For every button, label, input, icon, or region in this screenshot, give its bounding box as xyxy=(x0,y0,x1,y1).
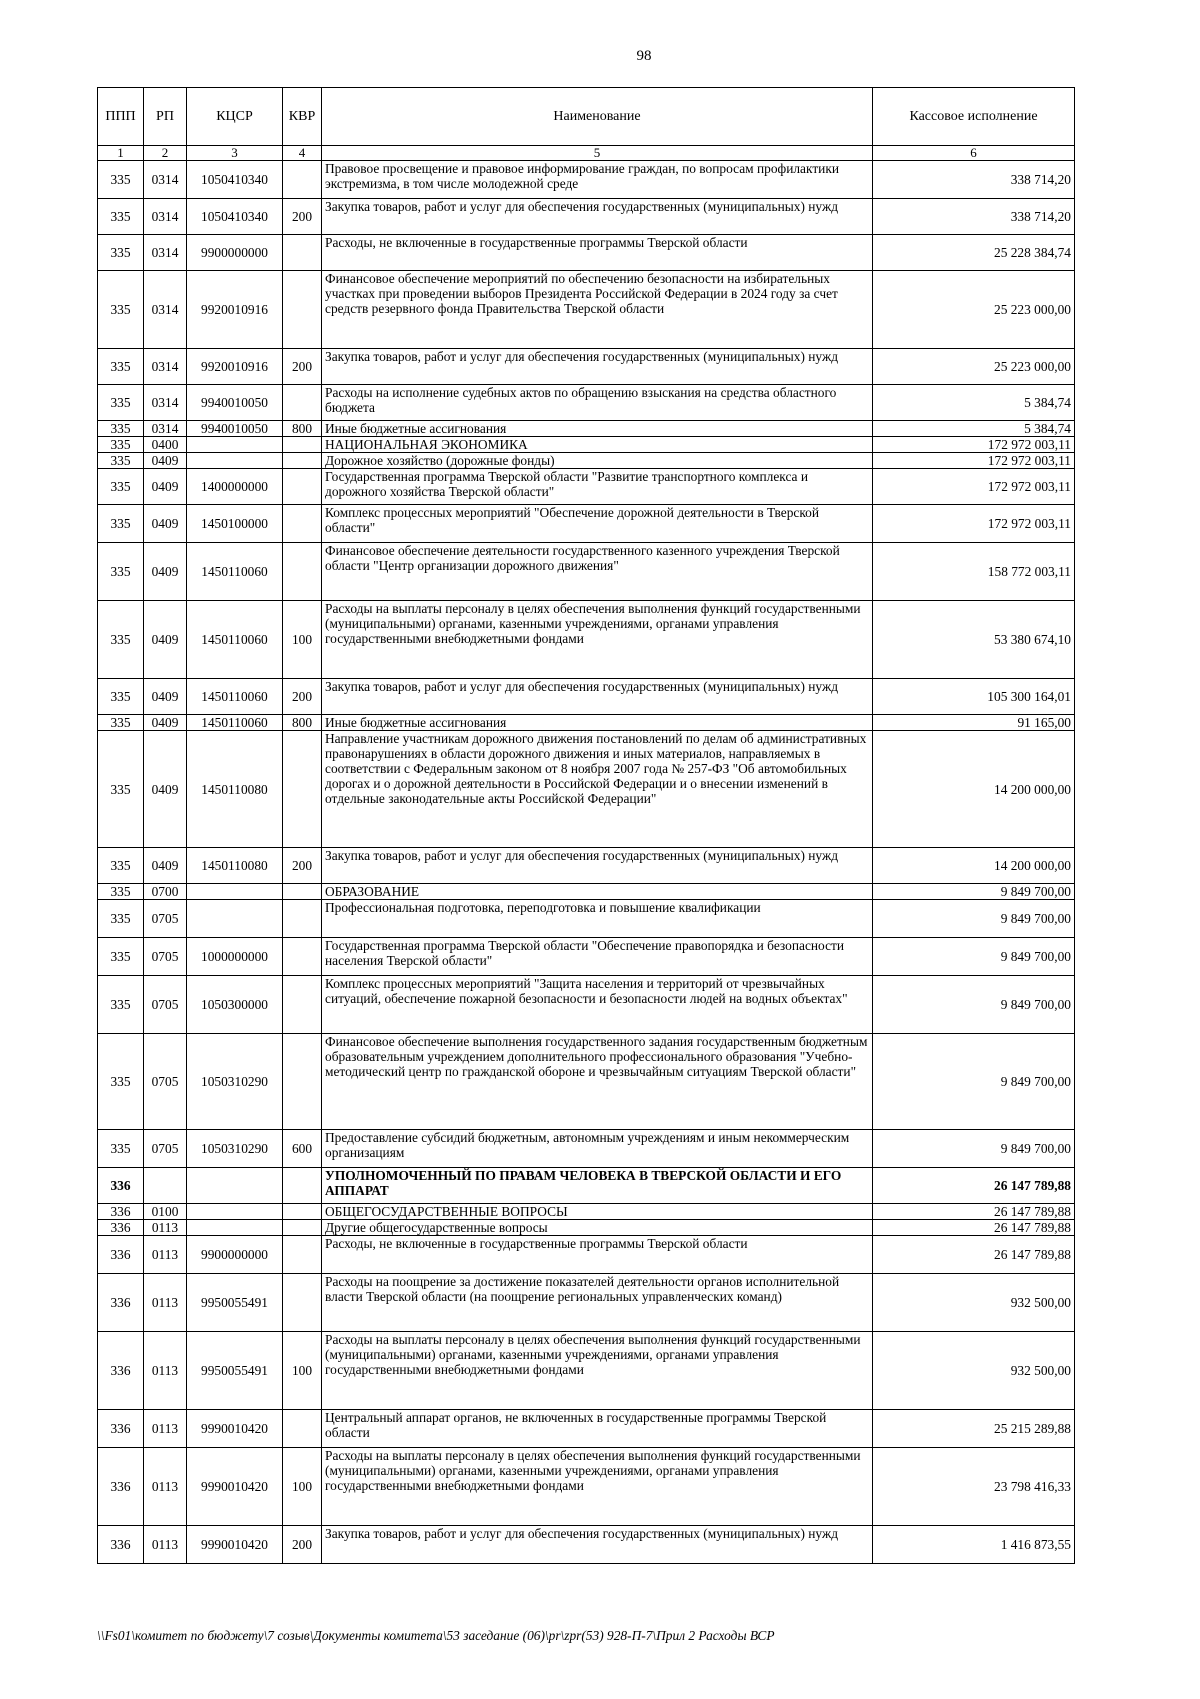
cell-name: Государственная программа Тверской области "Обеспечение правопорядка и безопасности населения Тверской области" xyxy=(322,938,873,976)
cell-kvr: 100 xyxy=(283,601,322,679)
cell-kcsr xyxy=(187,437,283,453)
cell-kcsr xyxy=(187,1168,283,1204)
cell-rp: 0113 xyxy=(144,1274,187,1332)
cell-rp: 0314 xyxy=(144,235,187,271)
cell-kcsr xyxy=(187,884,283,900)
column-number: 3 xyxy=(187,146,283,161)
cell-rp: 0400 xyxy=(144,437,187,453)
table-row xyxy=(98,235,1075,271)
cell-amount: 25 228 384,74 xyxy=(873,235,1075,271)
cell-rp: 0409 xyxy=(144,453,187,469)
table-header-row xyxy=(98,88,1075,146)
cell-kcsr: 1450100000 xyxy=(187,505,283,543)
cell-kcsr: 9990010420 xyxy=(187,1448,283,1526)
cell-name: Комплекс процессных мероприятий "Защита населения и территорий от чрезвычайных ситуаций, обеспечение пожарной безопасности и безопасности людей на водных объектах" xyxy=(322,976,873,1034)
table-row xyxy=(98,1220,1075,1236)
cell-kcsr: 9940010050 xyxy=(187,421,283,437)
cell-amount: 9 849 700,00 xyxy=(873,1130,1075,1168)
cell-kvr xyxy=(283,453,322,469)
cell-rp xyxy=(144,1168,187,1204)
table-row xyxy=(98,1204,1075,1220)
table-row xyxy=(98,505,1075,543)
cell-kcsr: 1050310290 xyxy=(187,1034,283,1130)
table-row xyxy=(98,884,1075,900)
cell-name: Иные бюджетные ассигнования xyxy=(322,421,873,437)
cell-kvr: 200 xyxy=(283,848,322,884)
column-number: 5 xyxy=(322,146,873,161)
cell-kcsr: 1450110060 xyxy=(187,601,283,679)
cell-rp: 0705 xyxy=(144,1034,187,1130)
cell-amount: 5 384,74 xyxy=(873,421,1075,437)
cell-ppp: 335 xyxy=(98,199,144,235)
cell-amount: 14 200 000,00 xyxy=(873,731,1075,848)
cell-rp: 0705 xyxy=(144,1130,187,1168)
cell-ppp: 335 xyxy=(98,385,144,421)
cell-amount: 172 972 003,11 xyxy=(873,505,1075,543)
cell-ppp: 335 xyxy=(98,469,144,505)
cell-rp: 0113 xyxy=(144,1448,187,1526)
cell-name: Расходы, не включенные в государственные программы Тверской области xyxy=(322,1236,873,1274)
cell-kcsr: 9940010050 xyxy=(187,385,283,421)
cell-name: Правовое просвещение и правовое информирование граждан, по вопросам профилактики экстремизма, в том числе молодежной среде xyxy=(322,161,873,199)
cell-rp: 0314 xyxy=(144,421,187,437)
cell-kcsr: 1050410340 xyxy=(187,161,283,199)
table-row xyxy=(98,601,1075,679)
column-number-row xyxy=(98,146,1075,161)
cell-name: Предоставление субсидий бюджетным, автономным учреждениям и иным некоммерческим организациям xyxy=(322,1130,873,1168)
cell-kcsr: 1450110060 xyxy=(187,679,283,715)
cell-ppp: 336 xyxy=(98,1332,144,1410)
cell-amount: 14 200 000,00 xyxy=(873,848,1075,884)
cell-rp: 0409 xyxy=(144,715,187,731)
cell-ppp: 336 xyxy=(98,1220,144,1236)
cell-kcsr xyxy=(187,453,283,469)
column-header-rp: РП xyxy=(144,88,187,146)
column-header-kvr: КВР xyxy=(283,88,322,146)
cell-kcsr: 9900000000 xyxy=(187,1236,283,1274)
cell-name: Комплекс процессных мероприятий "Обеспечение дорожной деятельности в Тверской области" xyxy=(322,505,873,543)
cell-rp: 0314 xyxy=(144,385,187,421)
cell-kcsr: 1450110060 xyxy=(187,543,283,601)
cell-name: Центральный аппарат органов, не включенных в государственные программы Тверской области xyxy=(322,1410,873,1448)
cell-name: Финансовое обеспечение деятельности государственного казенного учреждения Тверской области "Центр организации дорожного движения" xyxy=(322,543,873,601)
cell-rp: 0113 xyxy=(144,1220,187,1236)
column-header-amount: Кассовое исполнение xyxy=(873,88,1075,146)
table-row xyxy=(98,848,1075,884)
cell-rp: 0409 xyxy=(144,543,187,601)
table-row xyxy=(98,543,1075,601)
table-row xyxy=(98,938,1075,976)
cell-name: ОБРАЗОВАНИЕ xyxy=(322,884,873,900)
cell-name: Государственная программа Тверской области "Развитие транспортного комплекса и дорожного хозяйства Тверской области" xyxy=(322,469,873,505)
cell-kvr: 800 xyxy=(283,421,322,437)
cell-kvr xyxy=(283,1220,322,1236)
column-number: 6 xyxy=(873,146,1075,161)
cell-ppp: 335 xyxy=(98,421,144,437)
cell-amount: 105 300 164,01 xyxy=(873,679,1075,715)
cell-amount: 158 772 003,11 xyxy=(873,543,1075,601)
table-row xyxy=(98,1236,1075,1274)
cell-kcsr: 9990010420 xyxy=(187,1410,283,1448)
cell-amount: 25 223 000,00 xyxy=(873,271,1075,349)
cell-ppp: 335 xyxy=(98,505,144,543)
cell-kcsr xyxy=(187,900,283,938)
table-row xyxy=(98,1332,1075,1410)
cell-amount: 172 972 003,11 xyxy=(873,469,1075,505)
table-row xyxy=(98,453,1075,469)
column-number: 2 xyxy=(144,146,187,161)
cell-rp: 0113 xyxy=(144,1410,187,1448)
cell-ppp: 336 xyxy=(98,1410,144,1448)
cell-ppp: 335 xyxy=(98,731,144,848)
cell-rp: 0409 xyxy=(144,505,187,543)
table-row xyxy=(98,976,1075,1034)
cell-kvr xyxy=(283,1410,322,1448)
table-row xyxy=(98,679,1075,715)
cell-amount: 9 849 700,00 xyxy=(873,884,1075,900)
cell-kvr xyxy=(283,161,322,199)
cell-kcsr: 1450110080 xyxy=(187,731,283,848)
cell-kvr xyxy=(283,385,322,421)
table-row xyxy=(98,1168,1075,1204)
table-row xyxy=(98,385,1075,421)
cell-kvr: 200 xyxy=(283,679,322,715)
cell-kvr: 200 xyxy=(283,199,322,235)
cell-name: Финансовое обеспечение выполнения государственного задания государственным бюджетным образовательным учреждением дополнительного профессионального образования "Учебно-методический центр по гражданской обороне и чрезвычайным ситуациям Тверской области" xyxy=(322,1034,873,1130)
cell-ppp: 336 xyxy=(98,1526,144,1564)
cell-kvr xyxy=(283,1168,322,1204)
cell-amount: 26 147 789,88 xyxy=(873,1220,1075,1236)
cell-amount: 172 972 003,11 xyxy=(873,437,1075,453)
table-row xyxy=(98,1130,1075,1168)
cell-ppp: 336 xyxy=(98,1168,144,1204)
column-number: 4 xyxy=(283,146,322,161)
cell-rp: 0705 xyxy=(144,938,187,976)
cell-amount: 9 849 700,00 xyxy=(873,976,1075,1034)
cell-amount: 23 798 416,33 xyxy=(873,1448,1075,1526)
cell-ppp: 335 xyxy=(98,271,144,349)
cell-amount: 53 380 674,10 xyxy=(873,601,1075,679)
cell-kvr: 800 xyxy=(283,715,322,731)
file-path-footer: \\Fs01\комитет по бюджету\7 созыв\Документы комитета\53 заседание (06)\pr\zpr(53) 928-П-7\Прил 2 Расходы ВСР xyxy=(97,1628,775,1643)
cell-name: ОБЩЕГОСУДАРСТВЕННЫЕ ВОПРОСЫ xyxy=(322,1204,873,1220)
cell-kvr xyxy=(283,1274,322,1332)
cell-ppp: 335 xyxy=(98,900,144,938)
cell-amount: 25 223 000,00 xyxy=(873,349,1075,385)
cell-ppp: 335 xyxy=(98,884,144,900)
cell-amount: 91 165,00 xyxy=(873,715,1075,731)
column-header-name: Наименование xyxy=(322,88,873,146)
cell-kvr xyxy=(283,884,322,900)
cell-rp: 0409 xyxy=(144,848,187,884)
cell-kvr xyxy=(283,437,322,453)
cell-kvr xyxy=(283,271,322,349)
cell-kvr xyxy=(283,1034,322,1130)
cell-amount: 26 147 789,88 xyxy=(873,1204,1075,1220)
cell-name: Иные бюджетные ассигнования xyxy=(322,715,873,731)
cell-name: Другие общегосударственные вопросы xyxy=(322,1220,873,1236)
table-row xyxy=(98,437,1075,453)
cell-name: Закупка товаров, работ и услуг для обеспечения государственных (муниципальных) нужд xyxy=(322,199,873,235)
cell-amount: 9 849 700,00 xyxy=(873,938,1075,976)
cell-kcsr: 1050310290 xyxy=(187,1130,283,1168)
cell-kcsr: 1400000000 xyxy=(187,469,283,505)
cell-ppp: 335 xyxy=(98,938,144,976)
cell-kvr: 600 xyxy=(283,1130,322,1168)
cell-ppp: 335 xyxy=(98,161,144,199)
cell-rp: 0700 xyxy=(144,884,187,900)
cell-rp: 0409 xyxy=(144,679,187,715)
cell-rp: 0314 xyxy=(144,349,187,385)
cell-amount: 338 714,20 xyxy=(873,161,1075,199)
cell-name: Закупка товаров, работ и услуг для обеспечения государственных (муниципальных) нужд xyxy=(322,848,873,884)
cell-kcsr: 9900000000 xyxy=(187,235,283,271)
cell-name: УПОЛНОМОЧЕННЫЙ ПО ПРАВАМ ЧЕЛОВЕКА В ТВЕРСКОЙ ОБЛАСТИ И ЕГО АППАРАТ xyxy=(322,1168,873,1204)
cell-ppp: 335 xyxy=(98,679,144,715)
budget-table xyxy=(97,87,1075,1564)
cell-ppp: 336 xyxy=(98,1274,144,1332)
cell-kvr xyxy=(283,1204,322,1220)
cell-kcsr xyxy=(187,1204,283,1220)
table-row xyxy=(98,271,1075,349)
cell-kvr xyxy=(283,900,322,938)
cell-kcsr: 9920010916 xyxy=(187,349,283,385)
cell-name: НАЦИОНАЛЬНАЯ ЭКОНОМИКА xyxy=(322,437,873,453)
cell-kcsr: 9990010420 xyxy=(187,1526,283,1564)
cell-amount: 26 147 789,88 xyxy=(873,1236,1075,1274)
cell-kvr xyxy=(283,731,322,848)
cell-ppp: 336 xyxy=(98,1236,144,1274)
cell-kcsr: 1000000000 xyxy=(187,938,283,976)
cell-amount: 1 416 873,55 xyxy=(873,1526,1075,1564)
cell-kvr xyxy=(283,505,322,543)
table-body xyxy=(98,161,1075,1564)
cell-kcsr: 1050300000 xyxy=(187,976,283,1034)
table-row xyxy=(98,421,1075,437)
column-number: 1 xyxy=(98,146,144,161)
page-number: 98 xyxy=(636,48,652,64)
cell-kvr xyxy=(283,469,322,505)
table-row xyxy=(98,1410,1075,1448)
cell-name: Дорожное хозяйство (дорожные фонды) xyxy=(322,453,873,469)
cell-kcsr: 1450110080 xyxy=(187,848,283,884)
cell-ppp: 335 xyxy=(98,715,144,731)
cell-rp: 0113 xyxy=(144,1332,187,1410)
cell-ppp: 335 xyxy=(98,235,144,271)
cell-ppp: 335 xyxy=(98,437,144,453)
cell-amount: 5 384,74 xyxy=(873,385,1075,421)
cell-name: Расходы на исполнение судебных актов по обращению взыскания на средства областного бюджета xyxy=(322,385,873,421)
table-row xyxy=(98,1034,1075,1130)
cell-amount: 26 147 789,88 xyxy=(873,1168,1075,1204)
cell-rp: 0314 xyxy=(144,271,187,349)
cell-kvr xyxy=(283,543,322,601)
cell-ppp: 335 xyxy=(98,543,144,601)
column-header-ppp: ППП xyxy=(98,88,144,146)
cell-amount: 9 849 700,00 xyxy=(873,900,1075,938)
cell-name: Профессиональная подготовка, переподготовка и повышение квалификации xyxy=(322,900,873,938)
cell-rp: 0314 xyxy=(144,199,187,235)
table-row xyxy=(98,161,1075,199)
cell-name: Закупка товаров, работ и услуг для обеспечения государственных (муниципальных) нужд xyxy=(322,1526,873,1564)
cell-amount: 172 972 003,11 xyxy=(873,453,1075,469)
cell-rp: 0705 xyxy=(144,976,187,1034)
cell-name: Направление участникам дорожного движения постановлений по делам об административных правонарушениях в области дорожного движения и иных материалов, направляемых в соответствии с Федеральным законом от 8 ноября 2007 года № 257-ФЗ "Об автомобильных дорогах и о дорожной деятельности в Российской Федерации и о внесении изменений в отдельные законодательные акты Российской Федерации" xyxy=(322,731,873,848)
cell-name: Закупка товаров, работ и услуг для обеспечения государственных (муниципальных) нужд xyxy=(322,349,873,385)
cell-rp: 0113 xyxy=(144,1236,187,1274)
cell-kcsr: 1450110060 xyxy=(187,715,283,731)
cell-kvr xyxy=(283,938,322,976)
cell-name: Расходы на выплаты персоналу в целях обеспечения выполнения функций государственными (муниципальными) органами, казенными учреждениями, органами управления государственными внебюджетными фондами xyxy=(322,1332,873,1410)
cell-ppp: 335 xyxy=(98,1130,144,1168)
cell-ppp: 335 xyxy=(98,349,144,385)
cell-amount: 932 500,00 xyxy=(873,1274,1075,1332)
cell-amount: 932 500,00 xyxy=(873,1332,1075,1410)
table-row xyxy=(98,349,1075,385)
cell-rp: 0409 xyxy=(144,601,187,679)
cell-rp: 0314 xyxy=(144,161,187,199)
cell-ppp: 335 xyxy=(98,453,144,469)
cell-ppp: 336 xyxy=(98,1204,144,1220)
table-row xyxy=(98,199,1075,235)
column-header-kcsr: КЦСР xyxy=(187,88,283,146)
cell-kcsr: 1050410340 xyxy=(187,199,283,235)
cell-name: Закупка товаров, работ и услуг для обеспечения государственных (муниципальных) нужд xyxy=(322,679,873,715)
cell-kcsr: 9950055491 xyxy=(187,1274,283,1332)
cell-name: Финансовое обеспечение мероприятий по обеспечению безопасности на избирательных участках при проведении выборов Президента Российской Федерации в 2024 году за счет средств резервного фонда Правительства Тверской области xyxy=(322,271,873,349)
cell-amount: 25 215 289,88 xyxy=(873,1410,1075,1448)
cell-kcsr xyxy=(187,1220,283,1236)
cell-kvr: 200 xyxy=(283,349,322,385)
table-row xyxy=(98,1526,1075,1564)
table-row xyxy=(98,731,1075,848)
cell-name: Расходы на поощрение за достижение показателей деятельности органов исполнительной власти Тверской области (на поощрение региональных управленческих команд) xyxy=(322,1274,873,1332)
cell-rp: 0409 xyxy=(144,469,187,505)
table-row xyxy=(98,1274,1075,1332)
cell-kvr xyxy=(283,1236,322,1274)
cell-kvr: 100 xyxy=(283,1332,322,1410)
cell-name: Расходы на выплаты персоналу в целях обеспечения выполнения функций государственными (муниципальными) органами, казенными учреждениями, органами управления государственными внебюджетными фондами xyxy=(322,601,873,679)
cell-ppp: 335 xyxy=(98,848,144,884)
cell-ppp: 336 xyxy=(98,1448,144,1526)
cell-ppp: 335 xyxy=(98,1034,144,1130)
cell-kvr: 100 xyxy=(283,1448,322,1526)
cell-kcsr: 9950055491 xyxy=(187,1332,283,1410)
cell-name: Расходы на выплаты персоналу в целях обеспечения выполнения функций государственными (муниципальными) органами, казенными учреждениями, органами управления государственными внебюджетными фондами xyxy=(322,1448,873,1526)
cell-kvr: 200 xyxy=(283,1526,322,1564)
cell-name: Расходы, не включенные в государственные программы Тверской области xyxy=(322,235,873,271)
cell-kvr xyxy=(283,976,322,1034)
cell-amount: 338 714,20 xyxy=(873,199,1075,235)
cell-ppp: 335 xyxy=(98,976,144,1034)
table-row xyxy=(98,1448,1075,1526)
cell-rp: 0409 xyxy=(144,731,187,848)
cell-ppp: 335 xyxy=(98,601,144,679)
table-row xyxy=(98,715,1075,731)
cell-kcsr: 9920010916 xyxy=(187,271,283,349)
cell-amount: 9 849 700,00 xyxy=(873,1034,1075,1130)
table-row xyxy=(98,469,1075,505)
cell-rp: 0113 xyxy=(144,1526,187,1564)
cell-rp: 0100 xyxy=(144,1204,187,1220)
cell-rp: 0705 xyxy=(144,900,187,938)
table-row xyxy=(98,900,1075,938)
cell-kvr xyxy=(283,235,322,271)
